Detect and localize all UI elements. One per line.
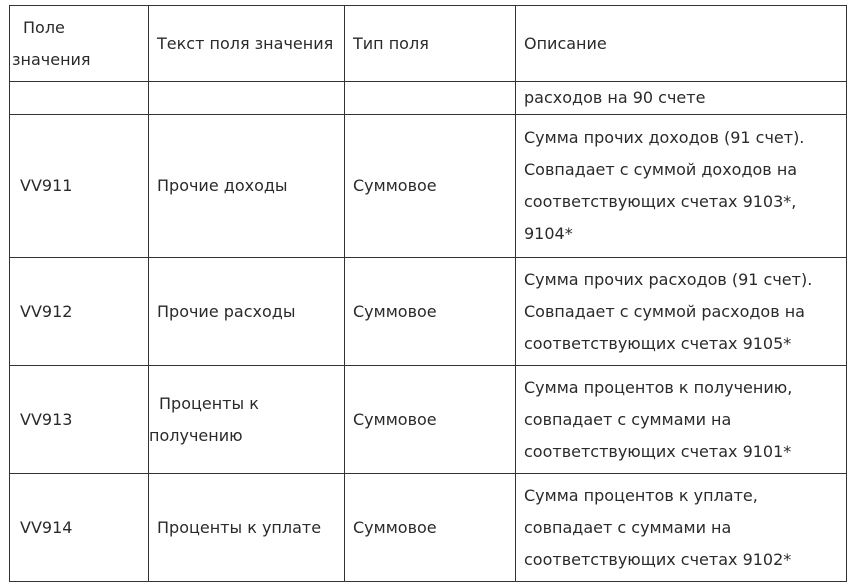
field-text-line1: Проценты к: [159, 393, 259, 413]
description-cell: [516, 474, 847, 582]
field-type: Суммовое: [353, 176, 437, 195]
description-line: Сумма процентов к уплате,: [524, 485, 758, 505]
cont-description-text: расходов на 90 счете: [524, 87, 706, 107]
header-type: [345, 6, 516, 82]
header-field-line2: значения: [12, 49, 91, 69]
description-line: Сумма процентов к получению,: [524, 377, 793, 397]
field-text: Прочие расходы: [157, 301, 296, 321]
field-code: VV913: [20, 409, 73, 429]
field-cell: [10, 258, 149, 366]
type-cell: [345, 366, 516, 474]
header-text: [149, 6, 345, 82]
text-cell: [149, 366, 345, 474]
field-cell: [10, 366, 149, 474]
field-code: VV914: [20, 517, 73, 537]
table-row: [10, 115, 847, 258]
header-description-label: Описание: [524, 33, 607, 53]
field-code: VV912: [20, 301, 73, 321]
field-text: Проценты к уплате: [157, 517, 322, 537]
continuation-row: [10, 82, 847, 115]
description-cell: [516, 115, 847, 258]
header-row: [10, 6, 847, 82]
type-cell: [345, 258, 516, 366]
type-cell: [345, 115, 516, 258]
description-cell: [516, 258, 847, 366]
description-line: соответствующих счетах 9105*: [524, 333, 792, 353]
field-cell: [10, 115, 149, 258]
description-line: соответствующих счетах 9101*: [524, 441, 792, 461]
description-line: Сумма прочих доходов (91 счет).: [524, 128, 805, 147]
field-type: Суммовое: [353, 409, 437, 429]
description-cell: [516, 366, 847, 474]
text-cell: [149, 115, 345, 258]
cont-text-cell: [149, 82, 345, 115]
header-text-label: Текст поля значения: [157, 33, 334, 53]
description-line: Совпадает с суммой доходов на: [524, 160, 798, 179]
cont-description-cell: [516, 82, 847, 115]
table-row: [10, 366, 847, 474]
header-field: [10, 6, 149, 82]
table-row: [10, 258, 847, 366]
table-row: [10, 474, 847, 582]
header-field-line1: Поле: [23, 17, 65, 37]
type-cell: [345, 474, 516, 582]
description-line: соответствующих счетах 9102*: [524, 549, 792, 569]
value-fields-table: [9, 5, 847, 582]
description-line: Совпадает с суммой расходов на: [524, 301, 805, 321]
cont-field-cell: [10, 82, 149, 115]
text-cell: [149, 258, 345, 366]
header-description: [516, 6, 847, 82]
text-cell: [149, 474, 345, 582]
cont-type-cell: [345, 82, 516, 115]
description-line: соответствующих счетах 9103*,: [524, 192, 797, 211]
field-cell: [10, 474, 149, 582]
description-line: 9104*: [524, 224, 573, 243]
description-line: совпадает с суммами на: [524, 517, 732, 537]
description-line: Сумма прочих расходов (91 счет).: [524, 269, 813, 289]
field-text: Прочие доходы: [157, 176, 288, 195]
field-text-line2: получению: [149, 425, 243, 445]
header-type-label: Тип поля: [353, 33, 429, 53]
field-type: Суммовое: [353, 517, 437, 537]
field-type: Суммовое: [353, 301, 437, 321]
field-code: VV911: [20, 176, 73, 195]
description-line: совпадает с суммами на: [524, 409, 732, 429]
